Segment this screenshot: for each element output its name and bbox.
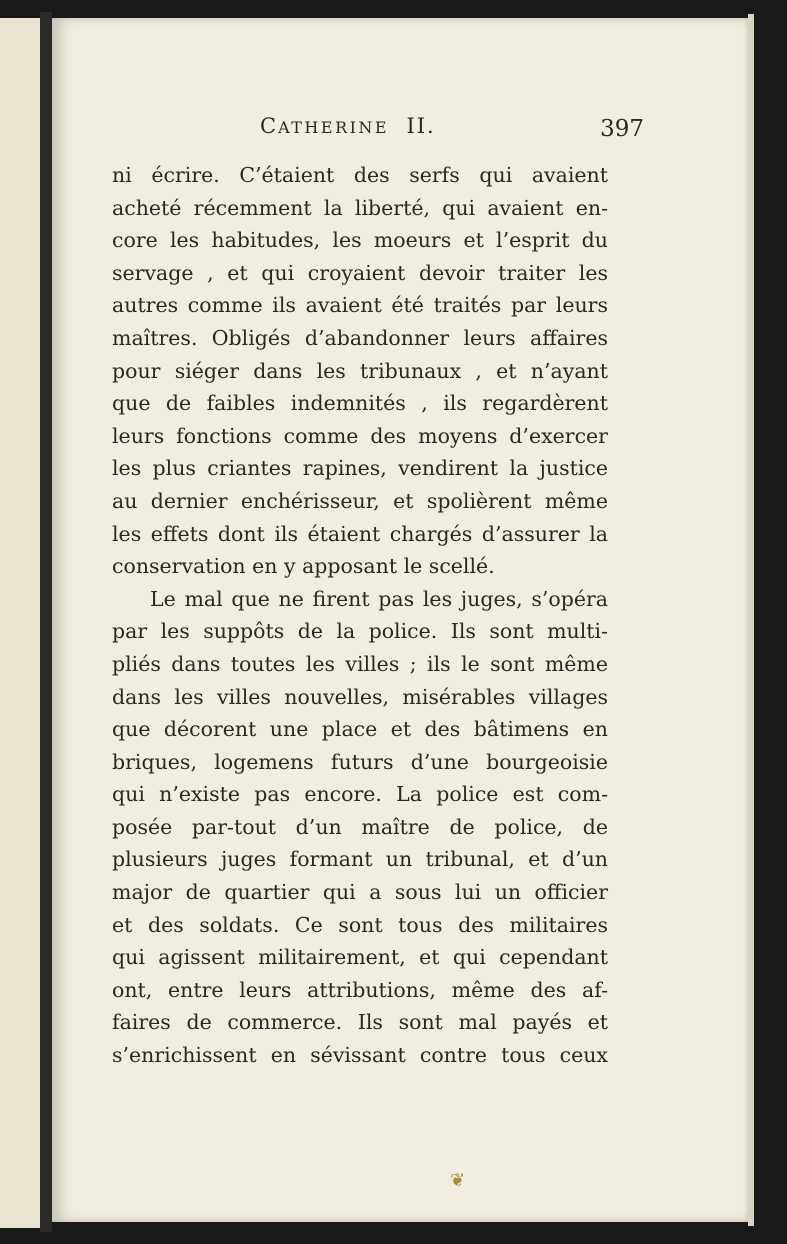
- text-line: conservation en y apposant le scellé.: [112, 554, 495, 579]
- page-number: 397: [600, 116, 644, 142]
- running-title: [260, 114, 436, 138]
- body-text: [112, 159, 608, 1072]
- title-initial: C: [260, 114, 279, 138]
- text-line: ni écrire. C’étaient des serfs qui avaient: [112, 163, 608, 187]
- text-line: pliés dans toutes les villes ; ils le sont même: [112, 651, 608, 676]
- title-rest: ATHERINE: [278, 118, 390, 137]
- ink-mark-icon: ❦: [450, 1170, 466, 1191]
- text-line: les effets dont ils étaient chargés d’assurer la: [112, 521, 608, 546]
- text-line: autres comme ils avaient été traités par leurs: [112, 293, 608, 318]
- text-line: les plus criantes rapines, vendirent la justice: [112, 456, 608, 481]
- text-line: ont, entre leurs attributions, même des af-: [112, 977, 608, 1002]
- text-line: briques, logemens futurs d’une bourgeoisie: [112, 749, 608, 774]
- text-line: major de quartier qui a sous lui un officier: [112, 880, 608, 905]
- text-line: maîtres. Obligés d’abandonner leurs affaires: [112, 325, 608, 350]
- facing-page-edge: [0, 18, 42, 1228]
- text-line: posée par-tout d’un maître de police, de: [112, 814, 608, 839]
- text-line: et des soldats. Ce sont tous des militaires: [112, 912, 608, 937]
- text-line: Le mal que ne firent pas les juges, s’opéra: [150, 586, 608, 611]
- book-gutter: [40, 12, 52, 1232]
- text-line: par les suppôts de la police. Ils sont multi-: [112, 619, 608, 644]
- text-line: dans les villes nouvelles, misérables villages: [112, 684, 608, 709]
- text-line: leurs fonctions comme des moyens d’exercer: [112, 423, 608, 448]
- text-line: qui agissent militairement, et qui cependant: [112, 945, 608, 970]
- text-line: que de faibles indemnités , ils regardèrent: [112, 391, 608, 416]
- text-line: faires de commerce. Ils sont mal payés et: [112, 1010, 608, 1035]
- text-line: au dernier enchérisseur, et spolièrent même: [112, 488, 608, 513]
- text-line: s’enrichissent en sévissant contre tous ceux: [112, 1043, 608, 1068]
- text-line: acheté récemment la liberté, qui avaient en-: [112, 195, 608, 220]
- text-line: plusieurs juges formant un tribunal, et d’un: [112, 847, 608, 872]
- book-page: [52, 18, 748, 1222]
- text-line: que décorent une place et des bâtimens en: [112, 717, 608, 742]
- text-line: core les habitudes, les moeurs et l’esprit du: [112, 228, 608, 253]
- text-line: pour siéger dans les tribunaux , et n’ayant: [112, 358, 608, 383]
- text-line: servage , et qui croyaient devoir traiter les: [112, 260, 608, 285]
- page-edge: [748, 14, 754, 1226]
- title-numeral: II.: [406, 114, 436, 138]
- text-line: qui n’existe pas encore. La police est com-: [112, 782, 608, 807]
- running-head: [52, 114, 748, 144]
